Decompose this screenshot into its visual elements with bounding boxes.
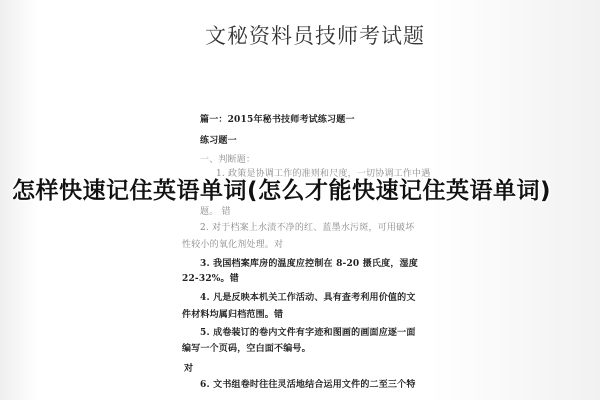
doc-line: 篇一：2015年秘书技师考试练习题一 [200, 115, 355, 125]
doc-line: 4. 凡是反映本机关工作活动、具有查考利用价值的文 [200, 293, 416, 303]
doc-line: 练习题一 [200, 136, 237, 146]
doc-line: 1. 政策是协调工作的准则和尺度，一切协调工作中遇 [216, 169, 431, 179]
doc-line: 2. 对于档案上水渍不净的红、蓝墨水污斑，可用破坏 [200, 223, 415, 233]
document-title: 文秘资料员技师考试题 [205, 24, 425, 48]
doc-line: 编写一个页码，空白面不编号。 [182, 344, 311, 354]
doc-line: 一、判断题： [200, 155, 256, 165]
doc-line: 题。 错 [200, 207, 231, 217]
doc-line: 6. 文书组卷时往往灵活地结合运用文件的二至三个特 [200, 380, 416, 390]
doc-line: 3. 我国档案库房的温度应控制在 8-20 摄氏度，湿度 [200, 259, 418, 269]
article-headline: 怎样快速记住英语单词(怎么才能快速记住英语单词) [12, 178, 552, 204]
doc-line: 件材料均属归档范围。错 [182, 310, 284, 320]
doc-line: 对 [184, 364, 194, 374]
document-scan [182, 100, 452, 400]
doc-line: 22-32%。错 [182, 274, 239, 284]
doc-line: 性较小的氧化剂处理。对 [182, 240, 284, 250]
doc-line: 5. 成卷装订的卷内文件有字迹和图画的画面应逐一面 [200, 328, 416, 338]
